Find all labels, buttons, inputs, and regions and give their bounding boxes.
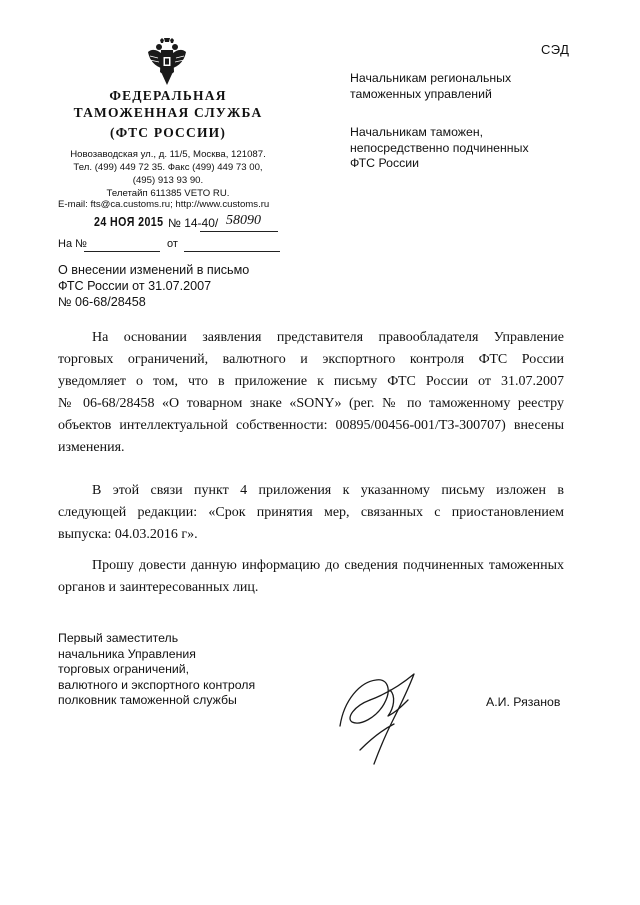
document-system-mark: СЭД	[541, 42, 570, 57]
body-paragraph-1	[58, 327, 564, 459]
address-line: Тел. (499) 449 72 35. Факс (499) 449 73 00,	[73, 162, 263, 173]
addressee-line: ФТС России	[350, 156, 420, 171]
ref-number-line	[84, 251, 160, 252]
addressee-line: Начальникам таможен,	[350, 125, 484, 139]
ref-date-label: от	[167, 238, 178, 250]
letter-subject	[58, 262, 249, 311]
addressee-block-2	[350, 125, 529, 172]
outgoing-number: № 14-40/	[168, 216, 219, 230]
org-abbr: (ФТС РОССИИ)	[109, 125, 227, 140]
number-underline	[200, 231, 278, 232]
ref-number-label: На №	[58, 238, 87, 250]
body-line: № 06-68/28458 «О товарном знаке «SONY» (рег. № по таможенному реестру	[58, 396, 564, 411]
subject-line: ФТС России от 31.07.2007	[58, 279, 212, 294]
body-line: следующей редакции: «Срок принятия мер, связанных с приостановлением	[58, 505, 564, 520]
signatory-title-line: Первый заместитель	[58, 631, 179, 645]
org-name-line1: ФЕДЕРАЛЬНАЯ	[109, 88, 227, 103]
handwritten-number: 58090	[226, 213, 261, 228]
addressee-line: таможенных управлений	[350, 86, 492, 101]
org-name-line2: ТАМОЖЕННАЯ СЛУЖБА	[73, 105, 263, 120]
body-line: На основании заявления представителя правообладателя Управление	[92, 330, 564, 345]
address-line: (495) 913 93 90.	[132, 175, 204, 186]
body-line: торговых ограничений, валютного и экспортного контроля ФТС России	[58, 352, 564, 367]
body-paragraph-2	[58, 480, 564, 546]
signatory-name: А.И. Рязанов	[486, 695, 561, 709]
body-line: изменения.	[58, 440, 125, 455]
body-line: органов и заинтересованных лиц.	[58, 580, 259, 595]
body-line: Прошу довести данную информацию до сведения подчиненных таможенных	[92, 558, 564, 573]
signatory-title-line: торговых ограничений,	[58, 662, 190, 677]
handwritten-signature	[330, 660, 440, 770]
subject-line: О внесении изменений в письмо	[58, 263, 250, 277]
coat-of-arms-emblem-icon	[146, 38, 188, 86]
body-line: выпуска: 04.03.2016 г».	[58, 527, 198, 542]
addressee-line: непосредственно подчиненных	[350, 140, 529, 155]
addressee-line: Начальникам региональных	[350, 71, 512, 85]
ref-date-line	[184, 251, 280, 252]
signatory-title	[58, 631, 255, 709]
signatory-title-line: начальника Управления	[58, 646, 196, 661]
body-line: В этой связи пункт 4 приложения к указанному письму изложен в	[92, 483, 564, 498]
subject-line: № 06-68/28458	[58, 295, 146, 310]
email-line: E-mail: fts@ca.customs.ru; http://www.customs.ru	[58, 199, 270, 210]
body-paragraph-3	[58, 555, 564, 599]
address-line: Новозаводская ул., д. 11/5, Москва, 121087.	[70, 149, 266, 160]
body-line: объектов интеллектуальной собственности: 00895/00456-001/ТЗ-300707) внесены	[58, 418, 564, 433]
body-line: уведомляет о том, что в приложение к письму ФТС России от 31.07.2007	[58, 374, 564, 389]
signatory-title-line: валютного и экспортного контроля	[58, 677, 256, 692]
signatory-title-line: полковник таможенной службы	[58, 693, 237, 708]
address-line: Телетайп 611385 VETO RU.	[106, 188, 230, 199]
addressee-block-1	[350, 71, 511, 102]
date-stamp: 24 НОЯ 2015	[94, 215, 164, 229]
